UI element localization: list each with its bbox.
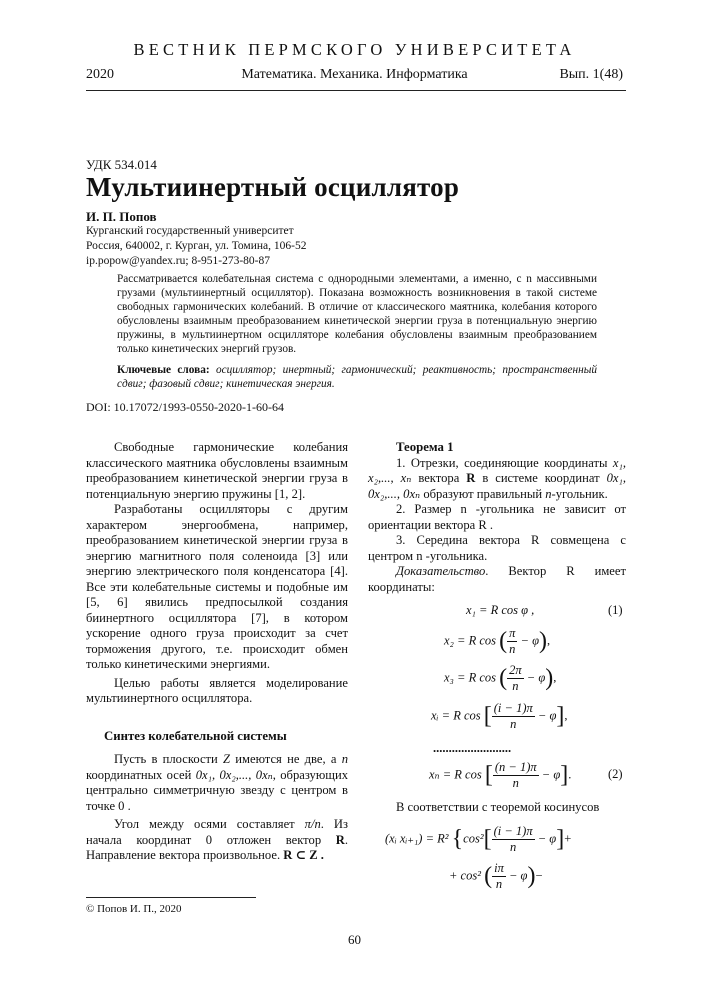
equation-1: x₁ = R cos φ , [466,603,535,617]
paragraph-goal: Целью работы является моделирование мультиинертного осциллятора. [86,675,348,705]
equation-i: xᵢ = R cos [ $\frac{(i - 1)\pi}{n}$ − φ], [431,701,568,731]
equation-3: x₃ = R cos ( $\frac{2\pi}{n}$ − φ), [444,663,557,693]
equation-cosine: (xᵢ xᵢ₊₁) = R² {cos²[ $\frac{(i - 1)\pi}{n}$ − φ]+ [385,824,572,854]
equation-1-number: (1) [608,603,623,617]
theorem-item-2: 2. Размер n -угольника не зависит от ориентации вектора R . [368,502,626,532]
section-heading: Синтез колебательной системы [104,728,287,743]
right-column [368,440,626,595]
udk-code: УДК 534.014 [86,157,157,172]
theorem-item-3: 3. Середина вектора R совмещена с центром n -угольника. [368,533,626,563]
proof-intro: Доказательство. Вектор R имеет координаты: [368,564,626,594]
paragraph-angle: Угол между осями составляет π/n. Из начала координат 0 отложен вектор R. Направление вектора произвольное. R ⊂ Z . [86,817,348,862]
issue-year: 2020 [86,67,114,82]
affiliation-line-3: ip.popow@yandex.ru; 8-951-273-80-87 [86,255,271,267]
equation-dots: ......................... [433,741,512,755]
theorem-item-1: 1. Отрезки, соединяющие координаты x₁, x₂,..., xₙ вектора R в системе координат 0x₁, 0x₂,..., 0xₙ образуют правильный n-угольник. [368,455,627,501]
keywords-list: осциллятор; инертный; гармонический; реактивность; пространственный сдвиг; фазовый сдвиг; кинетическая энергия. [117,364,598,390]
footnote-rule [86,897,256,898]
article-title: Мультиинертный осциллятор [86,172,460,202]
left-column [86,440,348,864]
doi: DOI: 10.17072/1993-0550-2020-1-60-64 [86,400,284,414]
page-number: 60 [348,932,361,947]
equation-2: x₂ = R cos ( $\frac{\pi}{n}$ − φ), [444,626,551,656]
abstract: Рассматривается колебательная система с однородными элементами, а именно, с n массивными грузами (мультиинертный осциллятор). Показана возможность возникновения в такой системе свободных гармонических колебаний. В отличие от классического маятника, колебания которого обусловлены взаимным преобразованием кинетической энергии груза в потенциальную энергию пружины, в мультиинертном осцилляторе колебания обусловлены взаимным преобразованием только кинетических энергий грузов. [117,273,597,355]
keywords-label: Ключевые слова: [117,364,210,376]
affiliation-line-1: Курганский государственный университет [86,225,294,237]
equation-cosine-continued: + cos² ( $\frac{i\pi}{n}$ − φ)− [449,861,543,891]
equation-2-number: (2) [608,767,623,781]
theorem-title: Теорема 1 [396,440,454,454]
issue-number: Вып. 1(48) [559,67,623,82]
paragraph-oscillators: Разработаны осцилляторы с другим характером энергообмена, например, преобразованием кинетической энергии груза в энергию магнитного поля соленоида [3] или энергию электрического поля конденсатора [4]. Все эти колебательные системы и подобные им [5, 6] явились предпосылкой создания биинертного осциллятора [7], в котором ускорение одного груза происходит за счет торможения другого, т.е. происходит обмен только кинетическими энергиями. [86,502,348,671]
journal-series: Математика. Механика. Информатика [241,67,468,82]
keywords [117,363,597,391]
paragraph-plane: Пусть в плоскости Z имеются не две, а n координатных осей 0x₁, 0x₂,..., 0xₙ, образующих центрально симметричную звезду с центром в точке 0 . [86,752,348,813]
journal-title: ВЕСТНИК ПЕРМСКОГО УНИВЕРСИТЕТА [133,40,576,59]
paragraph-intro: Свободные гармонические колебания классического маятника обусловлены взаимным преобразованием кинетической энергии груза в потенциальную энергию пружины [1, 2]. [86,440,348,501]
author-name: И. П. Попов [86,209,157,224]
cosine-law-text: В соответствии с теоремой косинусов [396,800,600,814]
header-rule [86,90,626,91]
equation-n: xₙ = R cos [ $\frac{(n - 1)\pi}{n}$ − φ]. [429,760,572,790]
copyright-footnote: © Попов И. П., 2020 [86,903,182,915]
affiliation-line-2: Россия, 640002, г. Курган, ул. Томина, 106-52 [86,240,307,252]
